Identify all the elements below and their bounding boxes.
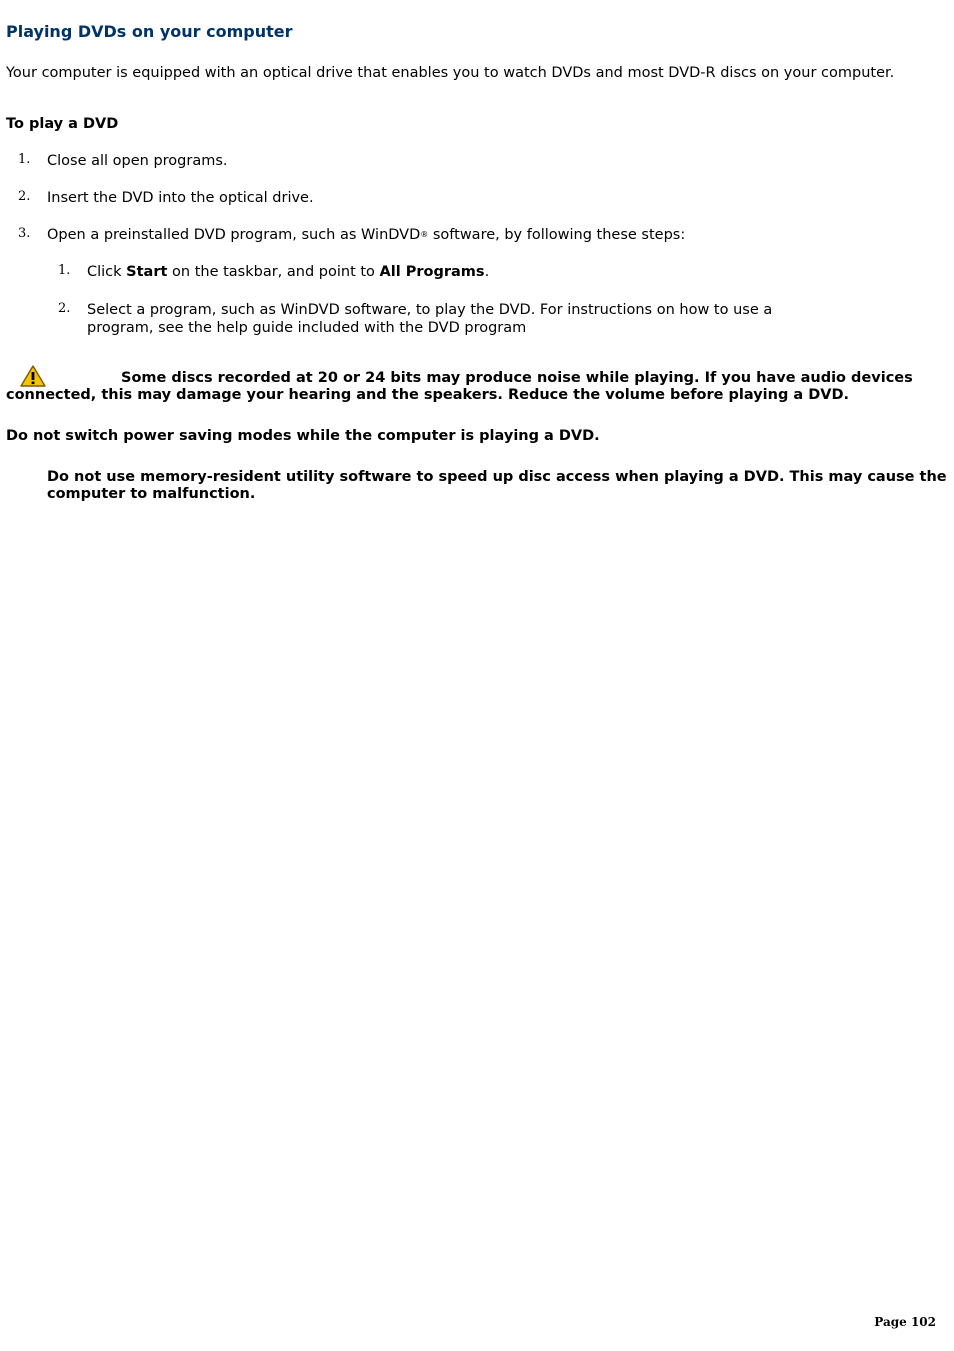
registered-mark: ® — [420, 230, 429, 239]
step-3-text-after: software, by following these steps: — [428, 227, 686, 243]
step-1-text: Close all open programs. — [47, 153, 228, 169]
start-label: Start — [126, 264, 168, 280]
substep-2-number: 2. — [58, 301, 71, 316]
page-number: Page 102 — [874, 1315, 936, 1329]
intro-paragraph: Your computer is equipped with an optical drive that enables you to watch DVDs and most DVD-R discs on your computer. — [6, 65, 895, 81]
note-memory-line-1: Do not use memory-resident utility software to speed up disc access when playing a DVD. This may cause the — [47, 469, 947, 485]
warning-triangle-icon — [20, 365, 46, 387]
note-memory-line-2: computer to malfunction. — [47, 486, 256, 502]
all-programs-label: All Programs — [379, 264, 485, 280]
step-1-number: 1. — [18, 152, 31, 167]
substep-2-line-2: program, see the help guide included with the DVD program — [87, 320, 527, 336]
step-2-number: 2. — [18, 189, 31, 204]
procedure-heading: To play a DVD — [6, 116, 119, 132]
step-3-text-before: Open a preinstalled DVD program, such as WinDVD — [47, 227, 421, 243]
step-3-text — [47, 226, 685, 244]
substep-1-text — [87, 263, 489, 281]
step-2-text: Insert the DVD into the optical drive. — [47, 190, 314, 206]
substep-1-number: 1. — [58, 263, 71, 278]
substep-2-line-1: Select a program, such as WinDVD software, to play the DVD. For instructions on how to use a — [87, 302, 773, 318]
page-title: Playing DVDs on your computer — [6, 22, 293, 41]
warning-line-2: connected, this may damage your hearing and the speakers. Reduce the volume before playing a DVD. — [6, 387, 850, 403]
substep-1-part: . — [484, 264, 490, 280]
substep-1-part: Click — [87, 264, 127, 280]
warning-line-1: Some discs recorded at 20 or 24 bits may produce noise while playing. If you have audio devices — [121, 370, 913, 386]
substep-1-part: on the taskbar, and point to — [167, 264, 380, 280]
note-power-saving: Do not switch power saving modes while the computer is playing a DVD. — [6, 428, 600, 444]
step-3-number: 3. — [18, 226, 31, 241]
